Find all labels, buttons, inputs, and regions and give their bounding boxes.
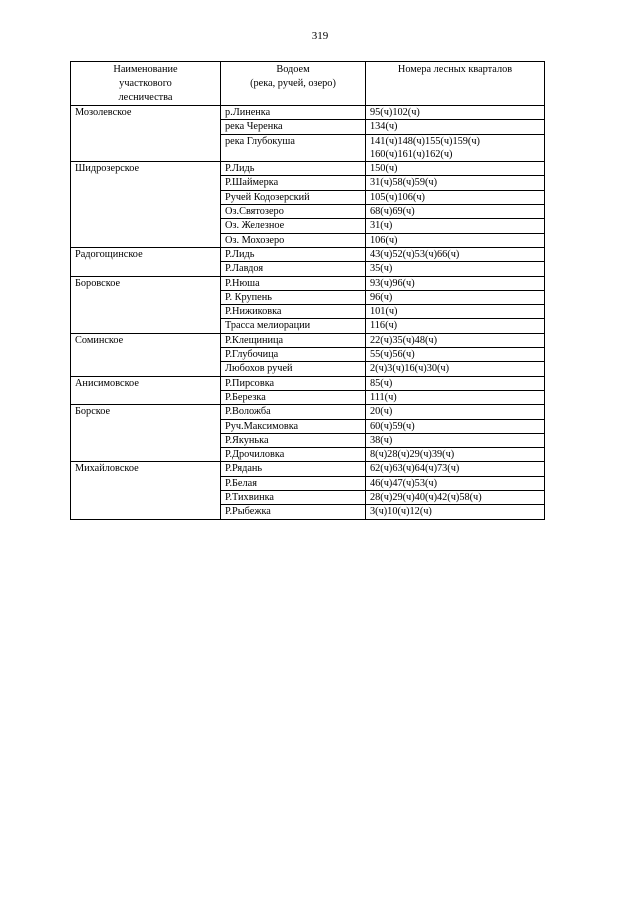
quarters-cell [366,433,545,447]
quarters-cell [366,120,545,134]
table-row [71,162,545,176]
waterbody-cell: Р.Рыбежка [221,505,366,519]
waterbody-cell: река Глубокуша [221,134,366,162]
header-water-line: (река, ручей, озеро) [250,78,336,89]
quarters-cell [366,262,545,276]
waterbody-cell: Р.Лидь [221,162,366,176]
quarters-cell [366,333,545,347]
quarters-line: 62(ч)63(ч)64(ч)73(ч) [370,463,460,475]
waterbody-cell: Р.Лидь [221,247,366,261]
waterbody-cell: Р.Воложба [221,405,366,419]
quarters-line: 35(ч) [370,263,393,275]
quarters-line: 93(ч)96(ч) [370,277,415,289]
forestry-name-cell: Шидрозерское [71,162,221,248]
quarters-cell [366,491,545,505]
table-body [71,106,545,520]
quarters-line: 60(ч)59(ч) [370,420,415,432]
header-forestry-line: лесничества [118,92,173,103]
header-row [71,62,545,106]
forestry-name-cell: Мозолевское [71,106,221,162]
quarters-line: 95(ч)102(ч) [370,107,420,118]
waterbody-cell: Оз. Мохозеро [221,233,366,247]
waterbody-cell: Р.Нижиковка [221,305,366,319]
waterbody-cell: Р.Лавдоя [221,262,366,276]
quarters-cell [366,319,545,333]
quarters-line: 38(ч) [370,434,393,446]
table-row [71,333,545,347]
table-row [71,276,545,290]
quarters-line: 8(ч)28(ч)29(ч)39(ч) [370,449,455,461]
header-water-line: Водоем [276,64,310,75]
quarters-cell [366,276,545,290]
quarters-line: 160(ч)161(ч)162(ч) [370,148,453,160]
header-water [221,62,366,106]
quarters-cell [366,462,545,476]
waterbody-cell: Любохов ручей [221,362,366,376]
quarters-cell [366,348,545,362]
quarters-cell [366,106,545,120]
waterbody-cell: Р.Якунька [221,433,366,447]
quarters-line: 68(ч)69(ч) [370,206,415,218]
quarters-line: 43(ч)52(ч)53(ч)66(ч) [370,248,460,260]
forestry-name-cell: Анисимовское [71,376,221,405]
waterbody-cell: Р.Пирсовка [221,376,366,390]
quarters-cell [366,190,545,204]
table-row [71,405,545,419]
quarters-cell [366,205,545,219]
quarters-cell [366,405,545,419]
forestry-name-cell: Боровское [71,276,221,333]
waterbody-cell: Р.Глубочица [221,348,366,362]
quarters-line: 111(ч) [370,391,397,403]
forestry-name-cell: Михайловское [71,462,221,519]
quarters-cell [366,233,545,247]
waterbody-cell: Р.Тихвинка [221,491,366,505]
waterbody-cell: Р.Дрочиловка [221,448,366,462]
waterbody-cell: Р.Нюша [221,276,366,290]
quarters-cell [366,162,545,176]
quarters-line: 106(ч) [370,234,398,246]
header-quarters-line: Номера лесных кварталов [397,64,513,75]
quarters-line: 96(ч) [370,291,393,303]
waterbody-cell: Оз. Железное [221,219,366,233]
waterbody-cell: Р.Клещиница [221,333,366,347]
quarters-line: 150(ч) [370,163,398,175]
quarters-cell [366,176,545,190]
waterbody-cell: Р.Рядань [221,462,366,476]
quarters-line: 116(ч) [370,320,398,332]
waterbody-cell: Ручей Кодозерский [221,190,366,204]
quarters-line: 31(ч)58(ч)59(ч) [370,177,438,189]
forestry-name-cell: Борское [71,405,221,462]
quarters-cell [366,305,545,319]
quarters-cell [366,134,545,162]
waterbody-cell: Р.Березка [221,390,366,404]
table-row [71,247,545,261]
quarters-line: 20(ч) [370,406,393,418]
table-row [71,106,545,120]
quarters-line: 55(ч)56(ч) [370,349,415,361]
quarters-cell [366,362,545,376]
forestry-name-cell: Соминское [71,333,221,376]
waterbody-cell: Руч.Максимовка [221,419,366,433]
forest-waterbodies-table [70,61,545,520]
quarters-line: 105(ч)106(ч) [370,191,425,203]
waterbody-cell: Трасса мелиорации [221,319,366,333]
quarters-cell [366,247,545,261]
table-header [71,62,545,106]
waterbody-cell: р.Линенка [221,106,366,120]
quarters-cell [366,476,545,490]
quarters-line: 31(ч) [370,220,393,232]
page-number: 319 [311,30,329,42]
quarters-line: 85(ч) [370,377,393,389]
waterbody-cell: Р. Крупень [221,290,366,304]
quarters-cell [366,376,545,390]
quarters-cell [366,419,545,433]
quarters-cell [366,390,545,404]
table-row [71,462,545,476]
quarters-line: 28(ч)29(ч)40(ч)42(ч)58(ч) [370,492,482,504]
quarters-line: 2(ч)3(ч)16(ч)30(ч) [370,363,450,375]
quarters-line: 3(ч)10(ч)12(ч) [370,506,432,518]
quarters-cell [366,448,545,462]
header-forestry [71,62,221,106]
header-forestry-line: Наименование [113,64,178,75]
quarters-line: 101(ч) [370,306,398,318]
header-quarters [366,62,545,106]
waterbody-cell: Р.Белая [221,476,366,490]
quarters-cell [366,290,545,304]
quarters-line: 134(ч) [370,121,398,133]
header-forestry-line: участкового [119,78,172,89]
quarters-cell [366,219,545,233]
quarters-line: 141(ч)148(ч)155(ч)159(ч) [370,135,480,147]
waterbody-cell: Оз.Святозеро [221,205,366,219]
quarters-cell [366,505,545,519]
quarters-line: 46(ч)47(ч)53(ч) [370,477,438,489]
quarters-line: 22(ч)35(ч)48(ч) [370,334,438,346]
waterbody-cell: река Черенка [221,120,366,134]
waterbody-cell: Р.Шаймерка [221,176,366,190]
table-row [71,376,545,390]
forestry-name-cell: Радогощинское [71,247,221,276]
